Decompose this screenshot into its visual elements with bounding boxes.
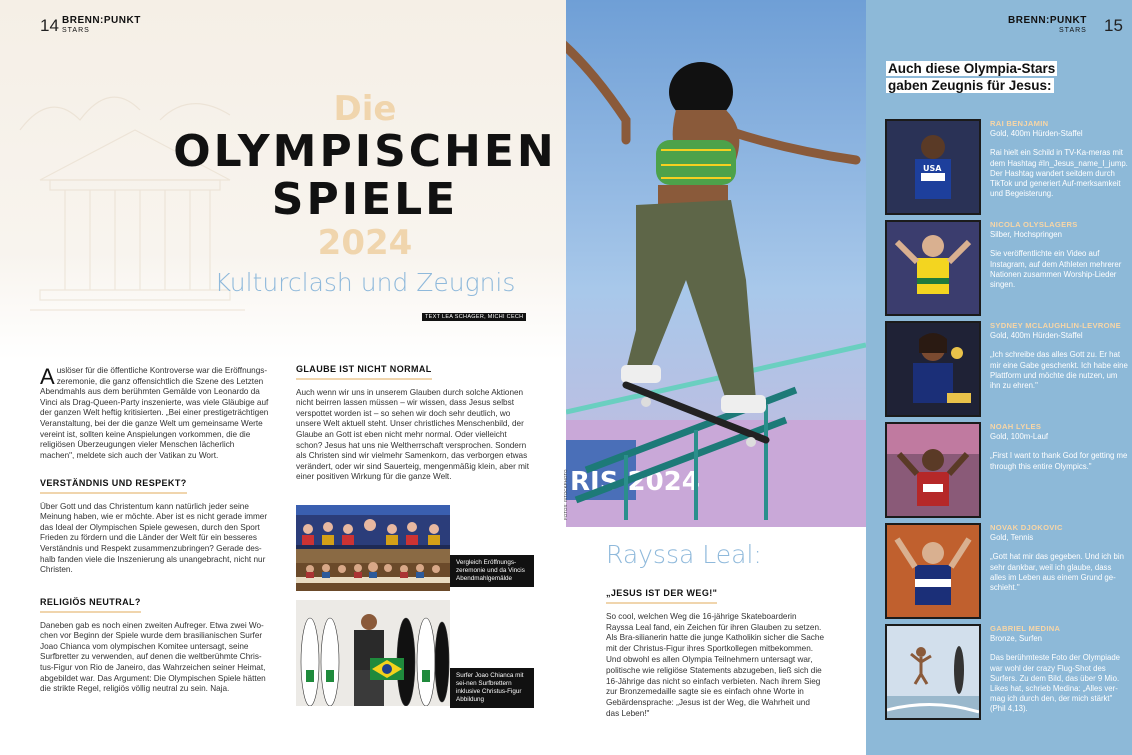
- sidebar-title: [886, 60, 1126, 94]
- athlete-medal: Gold, 400m Hürden-Staffel: [990, 129, 1083, 139]
- intro-paragraph: [40, 366, 270, 461]
- olympia-stars-sidebar: [866, 0, 1132, 755]
- athlete-name: SYDNEY MCLAUGHLIN-LEVRONE: [990, 321, 1121, 330]
- athlete-name: GABRIEL MEDINA: [990, 624, 1061, 633]
- athlete-medal: Bronze, Surfen: [990, 634, 1043, 644]
- skateboarder-illustration: [566, 0, 866, 527]
- rayssa-text: So cool, welchen Weg die 16-jährige Skateboarderin Rayssa Leal fand, ein Zeichen für ihren Glauben zu setzen. Als Bra-silianerin hatte die junge Katholikin sicher die Sache mit der Christus-Figur ihres Sportkollegen mitbekommen. Und obwohl es allen Olympia Teilnehmern untersagt war, politische wie religiöse Statements abzugeben, ließ sich die 16-Jährige das nicht so einfach verbieten. Nach ihrem Sieg zur Bronzemedaille sagte sie es einfach ohne Worte in Gebärdensprache: „Jesus ist der Weg, die Wahrheit und das Leben!": [606, 611, 825, 718]
- photo-credit: FOTOS: ISTOCKPHOTO: [563, 469, 568, 520]
- brand-name: BRENN:PUNKT: [62, 15, 141, 26]
- athlete-photo-rai-benjamin: [885, 119, 981, 215]
- ceremony-caption: Vergleich Eröffnungs-zeremonie und da Vincis Abendmahlgemälde: [450, 555, 534, 587]
- athlete-quote: Sie veröffentlichte ein Video auf Instagram, auf dem Athleten mehrerer Nationen zusammen Worship-Lieder singen.: [990, 249, 1122, 290]
- athlete-quote: „Gott hat mir das gegeben. Und ich bin sehr dankbar, weil ich glaube, dass alles im Leben aus einem Grund ge-schieht.": [990, 552, 1124, 593]
- section3-text: Auch wenn wir uns in unserem Glauben durch solche Aktionen nicht beirren lassen müssen – wir wissen, dass Jesus selbst verspottet worden ist – so sehen wir doch sehr deutlich, wo unsere Welt aktuell steht. Unser christliches Menschenbild, der Glaube an Gott ist eben nicht mehr normal. Oder vielleicht schon? Jesus hat uns nie Weltherrschaft versprochen. Sondern als Christen sind wir vielmehr Samenkorn, das verborgen etwas verändert, oder wir sind Sauerteig, mengenmäßig klein, aber mit einer positiven Wirkung für die ganze Welt.: [296, 387, 529, 482]
- surfboards-illustration: [296, 600, 450, 706]
- athlete-photo-nicola-olyslagers: [885, 220, 981, 316]
- brand-section-right: STARS: [1059, 27, 1087, 34]
- author-byline: TEXT LEA SCHAGER, MICHI CECH: [422, 313, 526, 321]
- surfer-caption: Surfer Joao Chianca mit sei-nen Surfbrettern inklusive Christus-Figur Abbildung: [450, 668, 534, 708]
- athlete-medal: Silber, Hochspringen: [990, 230, 1062, 240]
- athlete-info-sydney-mclaughlin: [990, 321, 1128, 391]
- heading-verstaendnis: VERSTÄNDNIS UND RESPEKT?: [40, 478, 187, 494]
- ceremony-illustration: [296, 505, 450, 591]
- intro-text: uslöser für die öffentliche Kontroverse war die Eröffnungs-zeremonie, die ganz offensichtlich die Szene des Letzten Abendmahls aus dem berühmten Gemälde von Leonardo da Vinci als Drag-Queen-Party inszenierte, was viele Gläubige auf der ganzen Welt heftig kritisierten. „Bei einer prestigeträchtigen Veranstaltung, bei der die ganze Welt um gemeinsame Werte vereint ist, sollten keine Anspielungen vorkommen, die die religiösen Überzeugungen vieler Menschen lächerlich machen", meldete sich auch der Vatikan zu Wort.: [40, 366, 269, 460]
- heading-religioes: RELIGIÖS NEUTRAL?: [40, 597, 141, 613]
- brand-logo-left: [62, 16, 141, 36]
- article-subtitle: Kulturclash und Zeugnis: [214, 268, 516, 297]
- article-title-block: [170, 90, 560, 297]
- heading-glaube: GLAUBE IST NICHT NORMAL: [296, 364, 432, 380]
- athlete-quote: Das berühmteste Foto der Olympiade war wohl der crazy Flug-Shot des Surfers. Zu dem Bild, das über 9 Mio. Likes hat, schrieb Medina: „Alles ver-mag ich durch den, der mich stärkt" (Phil 4,13).: [990, 653, 1121, 714]
- sidebar-title-line2: gaben Zeugnis für Jesus:: [888, 78, 1052, 93]
- athlete-name: NOVAK DJOKOVIC: [990, 523, 1063, 532]
- athlete-photo-noah-lyles: [885, 422, 981, 518]
- athlete-medal: Gold, Tennis: [990, 533, 1034, 543]
- rayssa-leal-photo: [566, 0, 866, 527]
- title-spiele: SPIELE: [271, 174, 459, 225]
- surfer-boards-image: [296, 600, 450, 706]
- title-year: 2024: [317, 223, 413, 263]
- athlete-info-noah-lyles: [990, 422, 1128, 472]
- athlete-name: RAI BENJAMIN: [990, 119, 1049, 128]
- rayssa-article: [606, 588, 824, 720]
- athlete-quote: „First I want to thank God for getting me through this entire Olympics.": [990, 451, 1128, 471]
- athlete-photo-novak-djokovic: [885, 523, 981, 619]
- section1-text: Über Gott und das Christentum kann natürlich jeder seine Meinung haben, wie er möchte. Aber ist es nicht gerade immer das Ideal der Olympischen Spiele gewesen, durch den Sport Frieden zu fördern und die Länder der Welt für ein besseres Verständnis und Respekt zusammenzubringen? Gerade des-halb fanden viele die Inszenierung als unangebracht, nicht nur Christen.: [40, 501, 268, 575]
- athlete-photo-sydney-mclaughlin: [885, 321, 981, 417]
- right-page: [566, 0, 1132, 755]
- athlete-info-novak-djokovic: [990, 523, 1128, 593]
- column-left: [40, 366, 270, 461]
- ceremony-comparison-image: [296, 505, 450, 591]
- athlete-medal: Gold, 100m-Lauf: [990, 432, 1049, 442]
- brand-name-right: BRENN:PUNKT: [1008, 15, 1087, 26]
- athlete-name: NICOLA OLYSLAGERS: [990, 220, 1078, 229]
- rayssa-subheading: „JESUS IST DER WEG!": [606, 588, 717, 604]
- title-olympischen: OLYMPISCHEN: [173, 126, 557, 177]
- athlete-info-gabriel-medina: [990, 624, 1128, 715]
- rayssa-heading: Rayssa Leal:: [606, 540, 762, 569]
- athlete-photo-gabriel-medina: [885, 624, 981, 720]
- athlete-quote: Rai hielt ein Schild in TV-Ka-meras mit dem Hashtag #In_Jesus_name_I_jump. Der Hashtag wandert seitdem durch TikTok und generiert Auf-merksamkeit und Begeisterung.: [990, 148, 1128, 199]
- athlete-quote: „Ich schreibe das alles Gott zu. Er hat mir eine Gabe geschenkt. Ich habe eine Plattform und möchte die nutzen, um ihn zu ehren.": [990, 350, 1128, 391]
- athlete-info-rai-benjamin: [990, 119, 1128, 199]
- section-respekt: [40, 478, 270, 576]
- section2-text: Daneben gab es noch einen zweiten Aufreger. Etwa zwei Wo-chen vor Beginn der Spiele wurde dem brasilianischen Surfer Joao Chianca vom olympischen Komitee untersagt, seine Surfbretter zu verwenden, auf denen die weltberühmte Chris-tus-Figur von Rio de Janeiro, das Wahrzeichen seiner Heimat, abgebildet war. Das Argument: Die Olympischen Spiele hätten die strikte Regel, religiös völlig neutral zu sein. Naja.: [40, 620, 266, 694]
- svg-text:USA: USA: [923, 164, 942, 173]
- paris-banner-text: RIS 2024: [570, 467, 700, 497]
- section-neutral: [40, 597, 270, 695]
- page-number-right: 15: [1104, 16, 1123, 35]
- section-glaube: [296, 364, 532, 483]
- title-die: Die: [333, 89, 397, 129]
- athlete-info-nicola-olyslagers: [990, 220, 1128, 290]
- drop-cap: A: [40, 364, 55, 389]
- sidebar-title-line1: Auch diese Olympia-Stars: [888, 61, 1056, 76]
- brand-section: STARS: [62, 27, 90, 34]
- brand-logo-right: [1008, 16, 1087, 36]
- page-number-left: 14: [40, 16, 59, 35]
- athlete-medal: Gold, 400m Hürden-Staffel: [990, 331, 1083, 341]
- athlete-name: NOAH LYLES: [990, 422, 1042, 431]
